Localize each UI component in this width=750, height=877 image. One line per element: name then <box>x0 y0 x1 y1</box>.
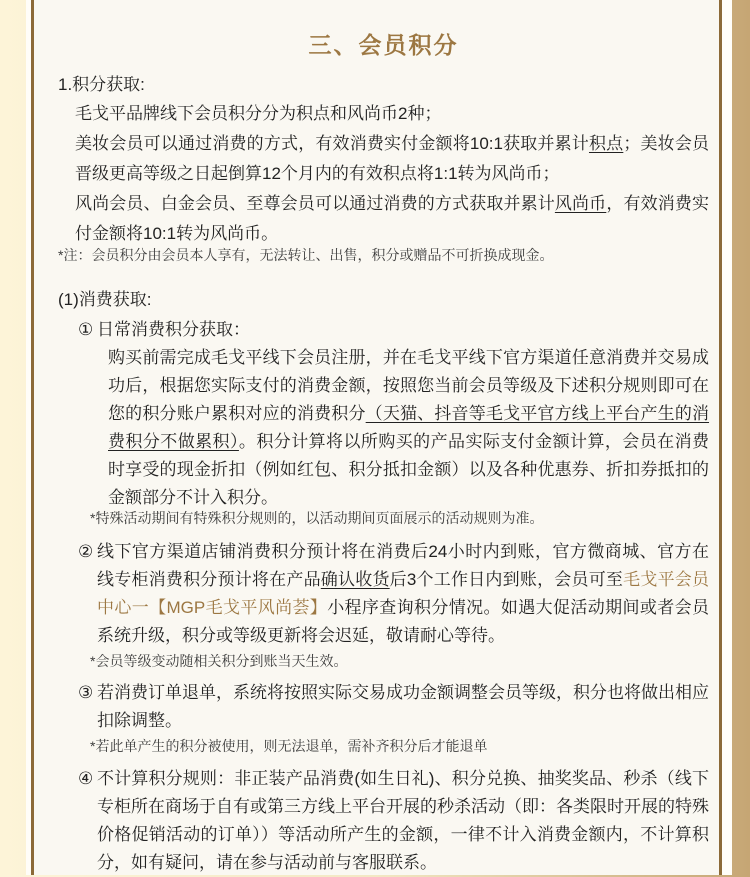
heading-points-acquisition: 1.积分获取: <box>58 75 145 94</box>
text-run: ，有效消费实付金额将10:1转为风尚币。 <box>75 194 710 243</box>
text-run: 线下官方渠道店铺消费积分预计将在消费后24小时内到账，官方微商城、官方在线专柜消费积分预计将在产品 <box>97 542 709 589</box>
text-run: 毛戈平品牌线下会员积分分为积点和风尚币2种； <box>75 104 442 123</box>
text-run: 购买前需完成毛戈平线下会员注册，并在毛戈平线下官方渠道任意消费并交易成功后，根据您实际支付的消费金额，按照您当前会员等级及下述积分规则即可在您的积分账户累积对应的消费积分 <box>108 348 709 423</box>
intro-paragraph-1 <box>75 99 709 129</box>
text-run: 积点 <box>588 134 624 153</box>
gold-frame <box>31 0 722 875</box>
item-title-daily-points: 日常消费积分获取： <box>97 320 250 339</box>
rule-item-daily-points <box>78 316 709 528</box>
item-marker-3: ③ <box>78 683 94 702</box>
item-body-points-arrival <box>97 538 709 650</box>
note-special-activity: *特殊活动期间有特殊积分规则的，以活动期间页面展示的活动规则为准。 <box>90 510 544 526</box>
content-card <box>26 0 732 875</box>
text-run: 不计算积分规则：非正装产品消费(如生日礼)、积分兑换、抽奖奖品、秒杀（线下专柜所在商场于自有或第三方线上平台开展的秒杀活动（即：各类限时开展的特殊价格促销活动的订单））等活动所产生的金额，一律不计入消费金额内，不计算积分，如有疑问，请在参与活动前与客服联系。 <box>97 769 709 872</box>
note-transfer-restriction: *注：会员积分由会员本人享有，无法转让、出售，积分或赠品不可折换成现金。 <box>58 247 554 263</box>
intro-paragraph-2 <box>75 129 709 189</box>
item-body-excluded-points <box>97 765 709 877</box>
intro-paragraphs <box>58 99 709 249</box>
item-marker-1: ① <box>78 320 94 339</box>
text-run: 确认收货 <box>320 570 390 589</box>
mgp-member-center-highlight: 毛戈平会员中心一【MGP毛戈平风尚荟】 <box>97 570 710 617</box>
item-marker-2: ② <box>78 542 94 561</box>
heading-consumption-acquisition: (1)消费获取: <box>58 290 152 309</box>
text-run: 。积分计算将以所购买的产品实际支付金额计算，会员在消费时享受的现金折扣（例如红包、积分抵扣金额）以及各种优惠券、折扣券抵扣的金额部分不计入积分。 <box>108 432 710 507</box>
text-run: 若消费订单退单，系统将按照实际交易成功金额调整会员等级，积分也将做出相应扣除调整。 <box>97 683 709 730</box>
item-body-refund-adjustment <box>97 679 709 735</box>
note-level-effective: *会员等级变动随相关积分到账当天生效。 <box>90 653 348 669</box>
rule-item-points-arrival <box>78 538 709 671</box>
text-run: ；美妆会员晋级更高等级之日起倒算12个月内的有效积点将1:1转为风尚币； <box>75 134 710 183</box>
rule-item-refund-adjustment <box>78 679 709 756</box>
note-refund-restriction: *若此单产生的积分被使用，则无法退单，需补齐积分后才能退单 <box>90 738 488 754</box>
text-run: 美妆会员可以通过消费的方式，有效消费实付金额将10:1获取并累计 <box>75 134 589 153</box>
rule-item-excluded-points <box>78 765 709 877</box>
intro-paragraph-3 <box>75 189 709 249</box>
page-title: 三、会员积分 <box>308 32 459 58</box>
text-run: 风尚会员、白金会员、至尊会员可以通过消费的方式获取并累计 <box>75 194 555 213</box>
text-run: （天猫、抖音等毛戈平官方线上平台产生的消费积分不做累积） <box>108 404 710 451</box>
text-run: 后3个工作日内到账，会员可至 <box>389 570 624 589</box>
item-marker-4: ④ <box>78 769 94 788</box>
text-run: 风尚币 <box>554 194 607 213</box>
text-run: 小程序查询积分情况。如遇大促活动期间或者会员系统升级，积分或等级更新将会迟延，敬请耐心等待。 <box>97 598 709 645</box>
item-body-daily-points <box>108 344 709 512</box>
